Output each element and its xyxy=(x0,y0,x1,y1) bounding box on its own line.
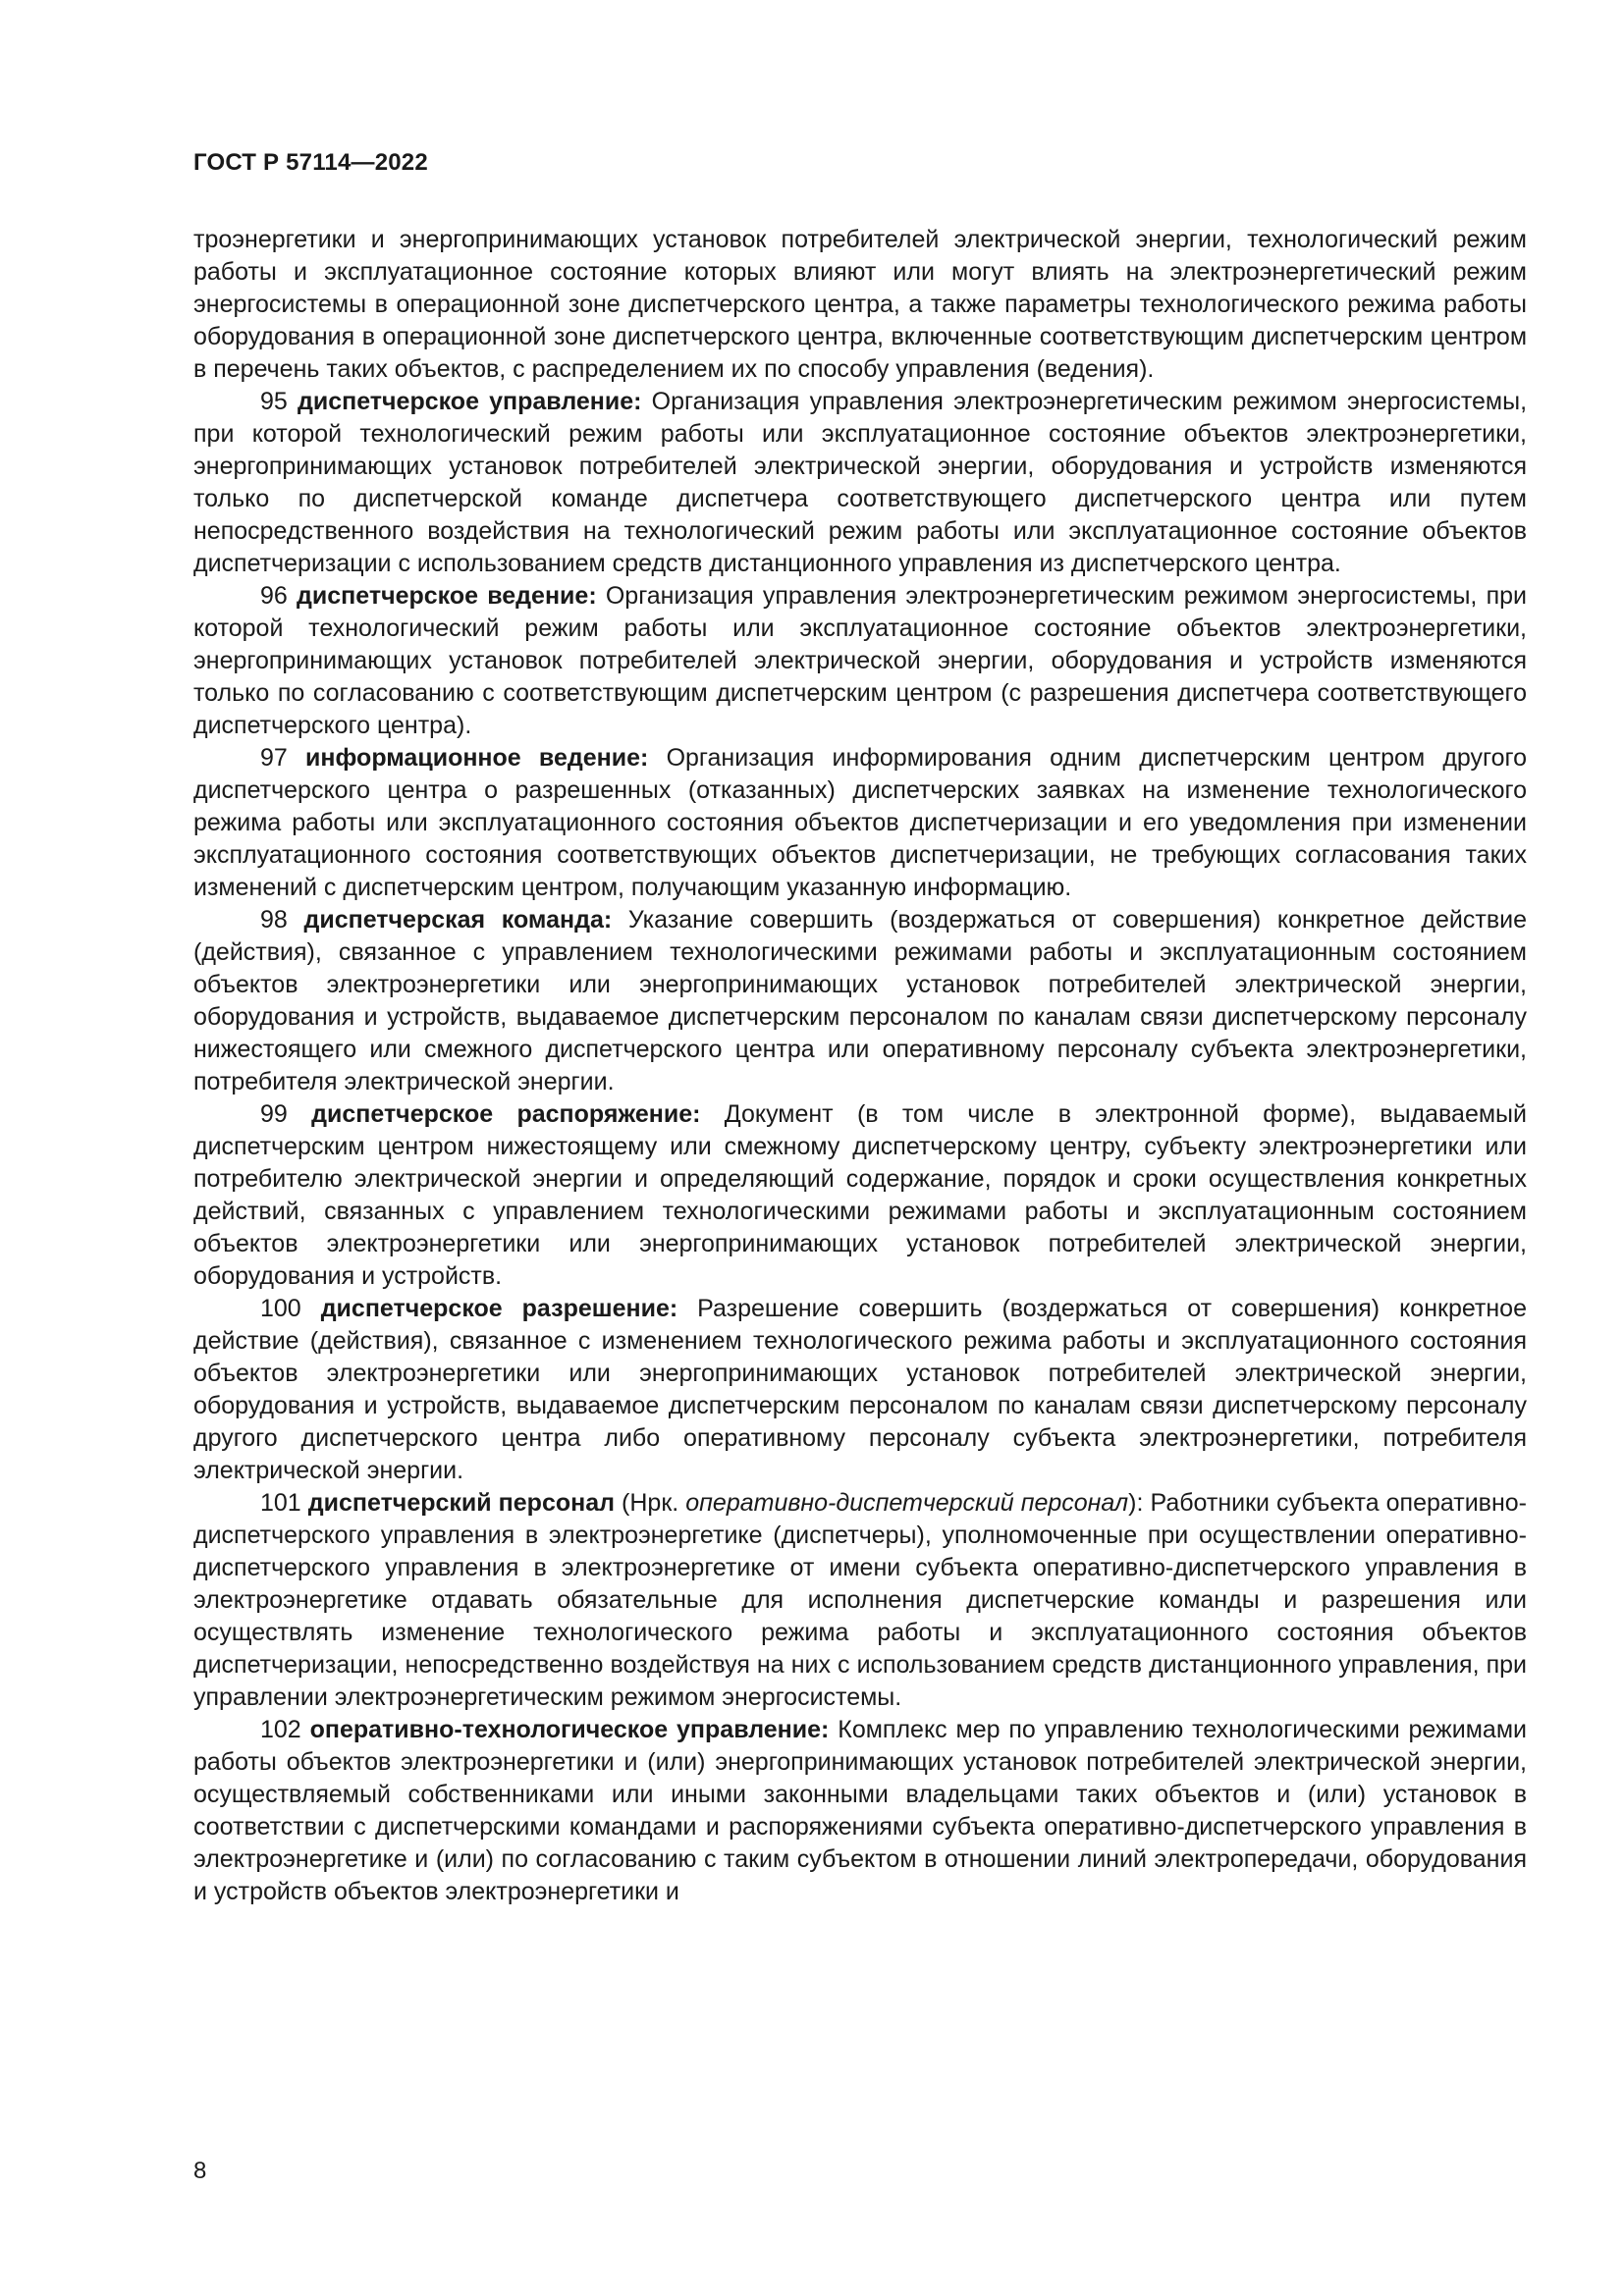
term-alt-suffix: ): xyxy=(1128,1489,1144,1517)
term-95 xyxy=(193,386,1527,580)
document-header: ГОСТ Р 57114—2022 xyxy=(193,149,428,176)
term-title: диспетчерское управление: xyxy=(297,388,642,415)
term-100 xyxy=(193,1293,1527,1487)
term-title: диспетчерское распоряжение: xyxy=(311,1100,701,1128)
intro-paragraph: троэнергетики и энергопринимающих установок потребителей электрической энергии, технологический режим работы и эксплуатационное состояние которых влияют или могут влиять на электроэнергетический режим энергосистемы в операционной зоне диспетчерского центра, а также параметры технологического режима работы оборудования в операционной зоне диспетчерского центра, включенные соответствующим диспетчерским центром в перечень таких объектов, с распределением их по способу управления (ведения). xyxy=(193,226,1527,383)
term-number: 98 xyxy=(260,906,288,934)
term-definition: Работники субъекта оперативно-диспетчерского управления в электроэнергетике (диспетчеры), уполномоченные при осуществлении оперативно-диспетчерского управления в электроэнергетике от имени субъекта оперативно-диспетчерского управления в электроэнергетике отдавать обязательные для исполнения диспетчерские команды и разрешения или осуществлять изменение технологического режима работы и эксплуатационного состояния объектов диспетчеризации, непосредственно воздействуя на них с использованием средств дистанционного управления, при управлении электроэнергетическим режимом энергосистемы. xyxy=(193,1489,1527,1711)
term-number: 101 xyxy=(260,1489,301,1517)
term-number: 97 xyxy=(260,744,288,772)
term-97 xyxy=(193,742,1527,904)
term-title: диспетчерский персонал xyxy=(307,1489,616,1517)
term-101 xyxy=(193,1487,1527,1714)
term-number: 102 xyxy=(260,1716,301,1743)
term-alt-prefix: (Нрк. xyxy=(622,1489,686,1517)
term-title: диспетчерское ведение: xyxy=(297,582,597,610)
term-99 xyxy=(193,1098,1527,1293)
term-definition: Комплекс мер по управлению технологическими режимами работы объектов электроэнергетики и (или) энергопринимающих установок потребителей электрической энергии, осуществляемый собственниками или иными законными владельцами таких объектов и (или) установок в соответствии с диспетчерскими командами и распоряжениями субъекта оперативно-диспетчерского управления в электроэнергетике и (или) по согласованию с таким субъектом в отношении линий электропередачи, оборудования и устройств объектов электроэнергетики и xyxy=(193,1716,1527,1905)
term-title: информационное ведение: xyxy=(305,744,649,772)
term-96 xyxy=(193,580,1527,742)
term-definition: Разрешение совершить (воздержаться от совершения) конкретное действие (действия), связанное с изменением технологического режима работы и эксплуатационного состояния объектов электроэнергетики или энергопринимающих установок потребителей электрической энергии, оборудования и устройств, выдаваемое диспетчерским персоналом по каналам связи диспетчерскому персоналу другого диспетчерского центра либо оперативному персоналу субъекта электроэнергетики, потребителя электрической энергии. xyxy=(193,1295,1527,1484)
term-98 xyxy=(193,904,1527,1098)
term-title: диспетчерская команда: xyxy=(303,906,613,934)
term-number: 95 xyxy=(260,388,288,415)
page-number: 8 xyxy=(193,2158,207,2184)
term-definition: Организация информирования одним диспетчерским центром другого диспетчерского центра о разрешенных (отказанных) диспетчерских заявках на изменение технологического режима работы или эксплуатационного состояния объектов диспетчеризации и его уведомления при изменении эксплуатационного состояния соответствующих объектов диспетчеризации, не требующих согласования таких изменений с диспетчерским центром, получающим указанную информацию. xyxy=(193,744,1527,901)
document-body xyxy=(193,224,1527,1908)
term-102 xyxy=(193,1714,1527,1908)
term-number: 99 xyxy=(260,1100,288,1128)
term-number: 96 xyxy=(260,582,288,610)
term-number: 100 xyxy=(260,1295,301,1322)
term-definition: Документ (в том числе в электронной форме), выдаваемый диспетчерским центром нижестоящему или смежному диспетчерскому центру, субъекту электроэнергетики или потребителю электрической энергии и определяющий содержание, порядок и сроки осуществления конкретных действий, связанных с управлением технологическими режимами работы и эксплуатационным состоянием объектов электроэнергетики или энергопринимающих установок потребителей электрической энергии, оборудования и устройств. xyxy=(193,1100,1527,1290)
term-definition: Организация управления электроэнергетическим режимом энергосистемы, при которой технологический режим работы или эксплуатационное состояние объектов электроэнергетики, энергопринимающих установок потребителей электрической энергии, оборудования и устройств изменяются только по согласованию с соответствующим диспетчерским центром (с разрешения диспетчера соответствующего диспетчерского центра). xyxy=(193,582,1527,739)
term-title: диспетчерское разрешение: xyxy=(320,1295,678,1322)
term-definition: Указание совершить (воздержаться от совершения) конкретное действие (действия), связанное с управлением технологическими режимами работы и эксплуатационным состоянием объектов электроэнергетики или энергопринимающих установок потребителей электрической энергии, оборудования и устройств, выдаваемое диспетчерским персоналом по каналам связи диспетчерскому персоналу нижестоящего или смежного диспетчерского центра или оперативному персоналу субъекта электроэнергетики, потребителя электрической энергии. xyxy=(193,906,1527,1095)
term-definition: Организация управления электроэнергетическим режимом энергосистемы, при которой технологический режим работы или эксплуатационное состояние объектов электроэнергетики, энергопринимающих установок потребителей электрической энергии, оборудования и устройств изменяются только по диспетчерской команде диспетчера соответствующего диспетчерского центра или путем непосредственного воздействия на технологический режим работы или эксплуатационное состояние объектов диспетчеризации с использованием средств дистанционного управления из диспетчерского центра. xyxy=(193,388,1528,577)
term-title: оперативно-технологическое управление: xyxy=(309,1716,830,1743)
term-alt-term: оперативно-диспетчерский персонал xyxy=(685,1489,1129,1517)
